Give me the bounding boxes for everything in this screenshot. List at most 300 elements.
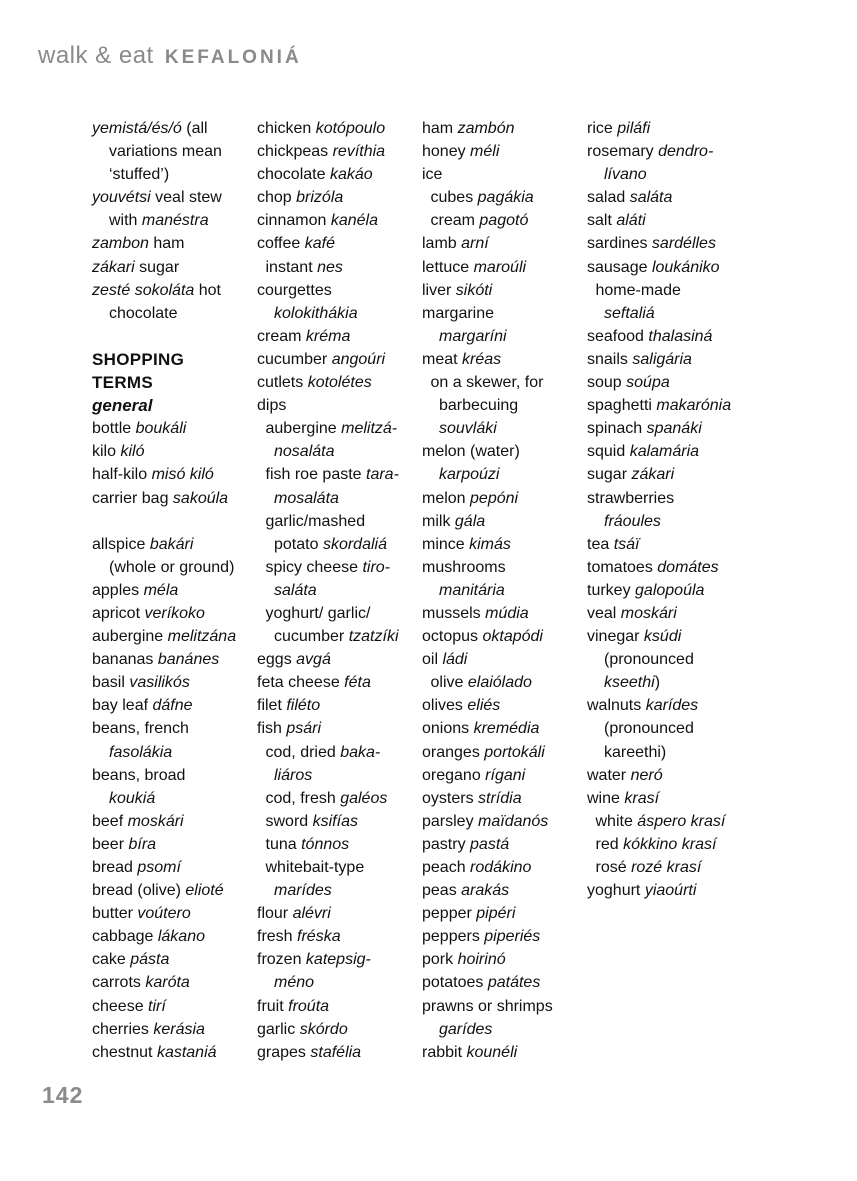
glossary-line [257, 787, 427, 810]
glossary-line [92, 371, 262, 394]
glossary-line [422, 902, 592, 925]
english-term: yoghurt/ garlic/ [265, 604, 371, 622]
greek-term: moskári [127, 812, 184, 830]
glossary-line [587, 140, 757, 163]
english-term: liver [422, 281, 456, 299]
glossary-line [92, 764, 262, 787]
greek-term: liáros [274, 766, 313, 784]
english-term: oregano [422, 766, 486, 784]
greek-term: tónnos [301, 835, 350, 853]
glossary-line [92, 879, 262, 902]
glossary-line [92, 602, 262, 625]
glossary-line [587, 440, 757, 463]
english-term: wine [587, 789, 625, 807]
english-term: chicken [257, 120, 316, 137]
glossary-line [587, 579, 757, 602]
english-term: margarine [422, 304, 495, 322]
english-term: mussels [422, 604, 486, 622]
english-term: snails [587, 350, 633, 368]
glossary-line [92, 256, 262, 279]
greek-term: rozé krasí [631, 859, 702, 876]
glossary-line [257, 995, 427, 1018]
greek-term: brizóla [296, 189, 344, 207]
glossary-line [422, 533, 592, 556]
greek-term: sikóti [455, 281, 493, 299]
glossary-line [92, 440, 262, 463]
english-term: kareethi) [604, 743, 667, 761]
english-term: ham [148, 235, 185, 253]
glossary-line [422, 510, 592, 533]
greek-term: maïdanós [478, 812, 549, 830]
english-term: eggs [257, 651, 297, 669]
glossary-line [422, 625, 592, 648]
glossary-line [587, 417, 757, 440]
page-number: 142 [42, 1082, 84, 1108]
greek-term: tara- [366, 466, 399, 484]
english-term: honey [422, 143, 471, 161]
english-term: chocolate [257, 166, 330, 184]
glossary-line [587, 856, 757, 879]
english-term: melon (water) [422, 443, 520, 461]
glossary-line [422, 279, 592, 302]
english-term: coffee [257, 235, 305, 253]
greek-term: lákano [157, 928, 205, 946]
greek-term: tiro- [362, 558, 390, 576]
english-term: rosemary [587, 143, 659, 161]
greek-term: baka- [340, 743, 381, 761]
greek-term: youvétsi [92, 189, 151, 207]
greek-term: zambon [92, 235, 149, 253]
english-term: milk [422, 512, 455, 530]
glossary-line [422, 394, 592, 417]
glossary-line [92, 902, 262, 925]
english-term: melon [422, 489, 471, 507]
english-term: beer [92, 835, 129, 853]
glossary-line [422, 348, 592, 371]
glossary-line [422, 787, 592, 810]
greek-term: kanéla [330, 212, 378, 230]
book-title: KEFALONIÁ [164, 47, 302, 68]
glossary-line [92, 971, 262, 994]
glossary-line [257, 440, 427, 463]
english-term: aubergine [265, 420, 342, 438]
glossary-line [422, 487, 592, 510]
english-term: garlic/mashed [265, 512, 366, 530]
glossary-line [422, 995, 592, 1018]
running-header [38, 42, 302, 70]
english-term: chocolate [109, 304, 178, 322]
greek-term: kastaniá [156, 1043, 217, 1061]
greek-term: bakári [149, 535, 194, 553]
english-term: instant [265, 258, 318, 276]
glossary-line [257, 971, 427, 994]
glossary-line [422, 1041, 592, 1064]
greek-term: múdia [485, 604, 529, 622]
greek-term: manitária [439, 581, 505, 599]
greek-term: gála [454, 512, 486, 530]
greek-term: zákari [92, 258, 135, 276]
greek-term: koukiá [109, 789, 156, 807]
glossary-line [257, 510, 427, 533]
glossary-line [587, 671, 757, 694]
glossary-line [92, 833, 262, 856]
greek-term: filéto [286, 697, 321, 715]
greek-term: kremédia [473, 720, 540, 738]
english-term: bottle [92, 420, 136, 438]
greek-term: yiaoúrti [644, 882, 697, 900]
greek-term: kolokithákia [274, 304, 358, 322]
english-term: kilo [92, 443, 121, 461]
english-term: hot [194, 281, 221, 299]
english-term: sugar [134, 258, 180, 276]
greek-term: pagákia [477, 189, 534, 207]
english-term: feta cheese [257, 674, 345, 692]
glossary-line [92, 348, 262, 371]
greek-term: kréma [305, 327, 351, 345]
glossary-line [257, 186, 427, 209]
english-term: turkey [587, 581, 636, 599]
greek-term: psomí [137, 859, 181, 876]
glossary-line [257, 902, 427, 925]
greek-term: domátes [657, 558, 719, 576]
english-term: squid [587, 443, 630, 461]
glossary-line [257, 209, 427, 232]
english-term: peach [422, 859, 471, 876]
english-term: (all [181, 120, 208, 137]
english-term: pork [422, 951, 458, 969]
glossary-line [422, 325, 592, 348]
glossary-line [257, 648, 427, 671]
english-term: flour [257, 905, 293, 923]
english-term: lamb [422, 235, 462, 253]
english-term: variations mean [109, 143, 222, 161]
greek-term: hoirinó [457, 951, 506, 969]
english-term: (pronounced [604, 720, 694, 738]
greek-term: zambón [457, 120, 515, 137]
english-term: mince [422, 535, 470, 553]
english-term: spicy cheese [265, 558, 363, 576]
glossary-line [257, 117, 427, 140]
glossary-line [422, 879, 592, 902]
english-term: cherries [92, 1020, 154, 1038]
greek-term: ksifías [312, 812, 358, 830]
greek-term: melitzá- [341, 420, 398, 438]
english-term: rice [587, 120, 618, 137]
greek-term: féta [344, 674, 371, 692]
english-term: cream [257, 327, 306, 345]
glossary-line [422, 417, 592, 440]
glossary-line [92, 1018, 262, 1041]
english-term: fish [257, 720, 287, 738]
english-term: walnuts [587, 697, 646, 715]
english-term: vinegar [587, 628, 644, 646]
english-term: oil [422, 651, 443, 669]
english-term: bread (olive) [92, 882, 186, 900]
english-term: red [595, 835, 624, 853]
english-term: cheese [92, 997, 149, 1015]
glossary-line [422, 833, 592, 856]
greek-term: mosaláta [274, 489, 339, 507]
glossary-line [92, 648, 262, 671]
greek-term: makarónia [656, 397, 732, 415]
english-term: basil [92, 674, 130, 692]
greek-term: ládi [442, 651, 468, 669]
glossary-line [587, 879, 757, 902]
greek-term: elioté [185, 882, 224, 900]
english-term: fresh [257, 928, 298, 946]
greek-term: skórdo [299, 1020, 348, 1038]
glossary-line [92, 694, 262, 717]
glossary-line [92, 925, 262, 948]
glossary-line [92, 856, 262, 879]
english-term: butter [92, 905, 138, 923]
english-term: sugar [587, 466, 632, 484]
glossary-line [257, 602, 427, 625]
greek-term: moskári [620, 604, 677, 622]
glossary-line [587, 232, 757, 255]
greek-term: kafé [304, 235, 335, 253]
greek-term: tirí [148, 997, 166, 1015]
glossary-line [92, 717, 262, 740]
glossary-line [587, 256, 757, 279]
greek-term: kounéli [466, 1043, 518, 1061]
greek-term: psári [286, 720, 322, 738]
english-term: chop [257, 189, 297, 207]
glossary-line [257, 556, 427, 579]
english-term: ‘stuffed’) [109, 166, 170, 184]
greek-term: kotópoulo [315, 120, 386, 137]
greek-term: rodákino [470, 859, 532, 876]
greek-term: karóta [145, 974, 190, 992]
greek-term: rígani [485, 766, 526, 784]
greek-term: seftaliá [604, 304, 655, 322]
english-term: cucumber [257, 350, 332, 368]
english-term: rabbit [422, 1043, 467, 1061]
english-term: beef [92, 812, 128, 830]
glossary-line [257, 533, 427, 556]
english-term: spaghetti [587, 397, 657, 415]
greek-term: melitzána [167, 628, 237, 646]
glossary-line [92, 186, 262, 209]
glossary-line [587, 787, 757, 810]
greek-term: kseethi [604, 674, 655, 692]
greek-term: eliés [467, 697, 501, 715]
english-term: ice [422, 166, 443, 184]
glossary-line [422, 440, 592, 463]
greek-term: neró [630, 766, 663, 784]
greek-term: margaríni [439, 327, 507, 345]
greek-term: yemistá/és/ó [92, 120, 182, 137]
greek-term: kalamária [629, 443, 700, 461]
greek-term: sardélles [651, 235, 716, 253]
english-term: fruit [257, 997, 289, 1015]
glossary-line [422, 556, 592, 579]
greek-term: kerásia [153, 1020, 205, 1038]
english-term: peppers [422, 928, 485, 946]
english-term: salt [587, 212, 617, 230]
glossary-line [92, 579, 262, 602]
glossary-column-1 [92, 117, 262, 1064]
glossary-line [587, 717, 757, 740]
english-term: courgettes [257, 281, 332, 299]
greek-term: angoúri [331, 350, 386, 368]
greek-term: fréska [297, 928, 341, 946]
glossary-line [257, 232, 427, 255]
greek-term: strídia [478, 789, 522, 807]
english-term: lettuce [422, 258, 474, 276]
english-term: barbecuing [439, 397, 519, 415]
glossary-column-3 [422, 117, 592, 1064]
glossary-line [257, 625, 427, 648]
glossary-line [587, 186, 757, 209]
glossary-line [587, 833, 757, 856]
english-term: dips [257, 397, 287, 415]
greek-term: arní [461, 235, 489, 253]
glossary-line [257, 394, 427, 417]
glossary-column-4 [587, 117, 757, 902]
english-term: octopus [422, 628, 483, 646]
english-term: sword [265, 812, 313, 830]
greek-term: tsáï [613, 535, 640, 553]
english-term: chickpeas [257, 143, 333, 161]
glossary-line [257, 302, 427, 325]
greek-term: revíthia [332, 143, 386, 161]
greek-term: oktapódi [482, 628, 543, 646]
section-heading: SHOPPING [92, 349, 185, 369]
greek-term: saláta [274, 581, 317, 599]
english-term: potatoes [422, 974, 488, 992]
glossary-line [257, 694, 427, 717]
english-term: cabbage [92, 928, 158, 946]
glossary-line [587, 648, 757, 671]
english-term: salad [587, 189, 630, 207]
greek-term: nes [317, 258, 343, 276]
greek-term: stafélia [310, 1043, 362, 1061]
greek-term: zákari [631, 466, 675, 484]
greek-term: méla [143, 581, 179, 599]
greek-term: boukáli [135, 420, 187, 438]
glossary-line [92, 209, 262, 232]
english-term: tuna [265, 835, 302, 853]
english-term: bay leaf [92, 697, 153, 715]
greek-term: piláfi [617, 120, 651, 137]
greek-term: fráoules [604, 512, 661, 530]
glossary-line [92, 302, 262, 325]
glossary-line [92, 394, 262, 417]
english-term: half-kilo [92, 466, 152, 484]
english-term: frozen [257, 951, 306, 969]
english-term: whitebait-type [265, 859, 365, 876]
glossary-line [92, 163, 262, 186]
glossary-line [587, 394, 757, 417]
english-term: pastry [422, 835, 471, 853]
glossary-line [422, 256, 592, 279]
glossary-line [257, 163, 427, 186]
section-heading: general [92, 396, 153, 416]
english-term: cake [92, 951, 131, 969]
english-term: ham [422, 120, 458, 137]
english-term: rosé [595, 859, 632, 876]
english-term: spinach [587, 420, 647, 438]
greek-term: voútero [137, 905, 191, 923]
greek-term: kimás [469, 535, 511, 553]
greek-term: fasolákia [109, 743, 173, 761]
glossary-line [587, 325, 757, 348]
english-term: garlic [257, 1020, 300, 1038]
glossary-line [587, 741, 757, 764]
glossary-line [422, 741, 592, 764]
greek-term: kakáo [329, 166, 373, 184]
greek-term: krasí [624, 789, 660, 807]
greek-term: veríkoko [144, 604, 205, 622]
english-term: (whole or ground) [109, 558, 235, 576]
greek-term: maroúli [473, 258, 527, 276]
glossary-line [587, 371, 757, 394]
blank-line [92, 510, 262, 533]
greek-term: misó kiló [151, 466, 214, 484]
english-term: (pronounced [604, 651, 694, 669]
greek-term: vasilikós [129, 674, 190, 692]
greek-term: arakás [461, 882, 510, 900]
glossary-line [587, 694, 757, 717]
glossary-line [422, 764, 592, 787]
greek-term: katepsig- [305, 951, 371, 969]
english-term: potato [274, 535, 323, 553]
english-term: carrier bag [92, 489, 173, 507]
greek-term: pásta [130, 951, 170, 969]
english-term: meat [422, 350, 463, 368]
greek-term: nosaláta [274, 443, 335, 461]
greek-term: méli [470, 143, 500, 161]
english-term: veal stew [150, 189, 222, 207]
greek-term: bíra [128, 835, 157, 853]
greek-term: skordaliá [322, 535, 387, 553]
greek-term: karídes [645, 697, 699, 715]
glossary-line [92, 487, 262, 510]
glossary-line [257, 463, 427, 486]
glossary-line [587, 510, 757, 533]
greek-term: kotolétes [307, 374, 372, 392]
english-term: cubes [430, 189, 478, 207]
english-term: fish roe paste [265, 466, 366, 484]
glossary-line [92, 140, 262, 163]
english-term: beans, broad [92, 766, 186, 784]
english-term: peas [422, 882, 462, 900]
glossary-line [92, 232, 262, 255]
glossary-line [422, 1018, 592, 1041]
greek-term: froúta [288, 997, 330, 1015]
greek-term: banánes [157, 651, 220, 669]
glossary-line [422, 463, 592, 486]
greek-term: kréas [462, 350, 502, 368]
greek-term: karpoúzi [439, 466, 500, 484]
glossary-line [257, 717, 427, 740]
glossary-line [422, 302, 592, 325]
glossary-line [257, 256, 427, 279]
greek-term: spanáki [646, 420, 702, 438]
english-term: with [109, 212, 142, 230]
glossary-line [257, 140, 427, 163]
english-term: filet [257, 697, 287, 715]
glossary-line [257, 487, 427, 510]
series-name: walk & eat [38, 42, 154, 69]
glossary-line [257, 764, 427, 787]
glossary-line [422, 856, 592, 879]
glossary-line [257, 856, 427, 879]
glossary-line [422, 186, 592, 209]
glossary-line [422, 163, 592, 186]
greek-term: kókkino krasí [623, 835, 717, 853]
